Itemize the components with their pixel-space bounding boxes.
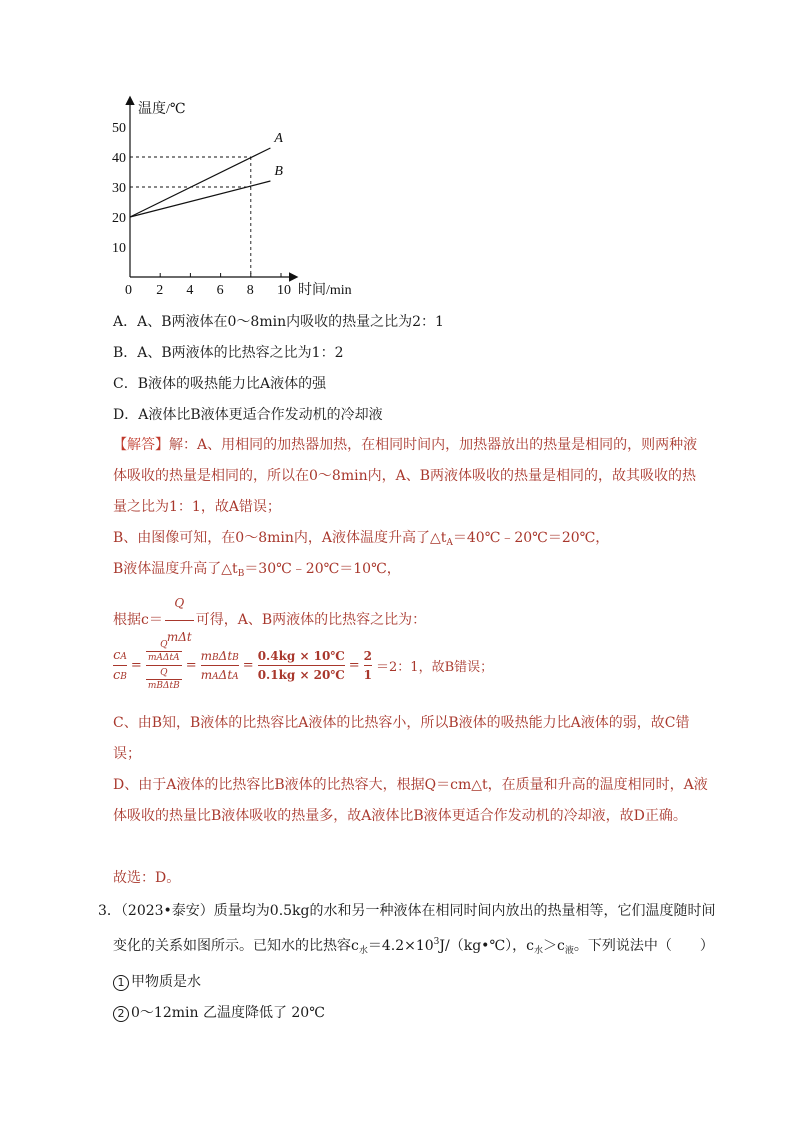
eq-ma: m xyxy=(200,667,213,682)
eq-compound xyxy=(146,640,182,691)
answer-paragraph-a xyxy=(113,430,708,523)
eq-ma-top: m xyxy=(147,652,157,663)
eq-mass-temp xyxy=(201,649,239,682)
eq-dta-top-sub: A xyxy=(173,652,180,663)
question-3 xyxy=(98,896,716,1029)
ratio-equation: $\frac{cA}{cB}$ = $\frac{Q}{\text{mAΔtA}}$ $\frac{Q}{\text{mBΔtB}}$ = mBΔtB mAΔtA = $\frac{0.4kg \times 10℃}{0.1kg \times 20℃}$ = $\frac{2}{1}$ ＝2：1，故B错误； xyxy=(113,639,494,691)
answer-b2-text: B液体温度升高了△t xyxy=(113,561,238,577)
eq-lhs-den-sub: B xyxy=(120,671,127,682)
eq-dtb: Δt xyxy=(218,648,233,663)
option-d: D．A液体比B液体更适合作发动机的冷却液 xyxy=(113,407,383,423)
option-b: B．A、B两液体的比热容之比为1：2 xyxy=(113,345,344,361)
answer-b1-sub: A xyxy=(446,538,453,548)
option-c: C．B液体的吸热能力比A液体的强 xyxy=(113,376,327,392)
eq-mb: m xyxy=(200,648,213,663)
eq-ratio xyxy=(364,649,372,682)
answer-b2-sub: B xyxy=(237,569,245,579)
answer-b3-text: 根据c＝ xyxy=(113,612,163,628)
q3-item-2 xyxy=(98,998,708,1029)
eq-lhs-num-sub: A xyxy=(120,651,127,662)
q3-l2-pre: 变化的关系如图所示。已知水的比热容c xyxy=(113,938,359,954)
eq-dta: Δt xyxy=(218,667,233,682)
option-a: A．A、B两液体在0～8min内吸收的热量之比为2：1 xyxy=(113,314,444,330)
y-tick-label: 20 xyxy=(112,211,126,226)
q3-l2-mid3: ＞c xyxy=(542,938,565,954)
eq-mb-bot: m xyxy=(147,680,157,691)
x-tick-label: 8 xyxy=(246,283,254,298)
eq-ratio-den: 1 xyxy=(363,667,373,682)
eq-q-top: Q xyxy=(146,640,182,652)
eq-ma-top-sub: A xyxy=(156,652,163,663)
eq-dtb-sub: B xyxy=(232,652,239,663)
eq-lhs xyxy=(113,648,127,683)
q3-l2-sub2: 水 xyxy=(533,946,543,956)
origin-label: 0 xyxy=(125,283,132,298)
temperature-time-chart xyxy=(100,92,352,302)
eq-dta-sub: A xyxy=(232,671,239,682)
q3-l2-sub3: 液 xyxy=(564,946,574,956)
q3-l2-post: 。下列说法中（ ） xyxy=(573,938,714,954)
answer-b3-post: 可得，A、B两液体的比热容之比为： xyxy=(195,612,427,628)
eq-lhs-num: c xyxy=(113,647,121,663)
answer-paragraph-d: D、由于A液体的比热容比B液体的比热容大，根据Q＝cm△t，在质量和升高的温度相同时，A液体吸收的热量比B液体吸收的热量多，故A液体比B液体更适合作发动机的冷却液，故D正确。 xyxy=(113,777,708,824)
formula-den: mΔt xyxy=(166,630,192,644)
eq-ratio-num: 2 xyxy=(364,649,372,666)
answer-conclusion: 故选：D。 xyxy=(113,870,181,886)
q3-l2-sup: 3 xyxy=(433,937,440,947)
q3-l2-sub1: 水 xyxy=(358,946,368,956)
eq-mb-sub: B xyxy=(212,652,219,663)
x-tick-label: 4 xyxy=(186,283,194,298)
answer-text-a: 解：A、用相同的加热器加热，在相同时间内，加热器放出的热量是相同的，则两种液体吸收的热量是相同的，所以在0～8min内，A、B两液体吸收的热量是相同的，故其吸收的热量之比为1：1，故A错误； xyxy=(113,437,698,515)
q3-item-1-num: 1 xyxy=(113,975,129,991)
q3-item-2-text: 0～12min 乙温度降低了 20℃ xyxy=(131,1005,325,1021)
eq-dta-top: Δt xyxy=(162,652,174,663)
x-axis-label: 时间/min xyxy=(298,283,352,298)
answer-paragraph-b2 xyxy=(113,554,708,590)
x-tick-label: 10 xyxy=(277,283,291,298)
series-line-b xyxy=(130,181,270,217)
eq-num-val: 0.4kg × 10℃ xyxy=(258,649,345,666)
answer-tag: 【解答】 xyxy=(113,437,169,453)
formula-num: Q xyxy=(165,588,194,621)
eq-values xyxy=(258,649,345,682)
eq-lhs-den: c xyxy=(113,667,121,683)
eq-q-bot: Q xyxy=(146,668,182,680)
y-tick-label: 50 xyxy=(112,121,126,136)
y-tick-label: 10 xyxy=(112,241,126,256)
eq-mb-bot-sub: B xyxy=(156,680,163,691)
q3-line2 xyxy=(98,927,714,967)
q3-line1: 3．（2023•泰安）质量均为0.5kg的水和另一种液体在相同时间内放出的热量相等，它们温度随时间 xyxy=(98,903,716,919)
x-tick-label: 2 xyxy=(156,283,164,298)
q3-item-2-num: 2 xyxy=(113,1006,129,1022)
eq-dtb-bot-sub: B xyxy=(173,680,180,691)
q3-item-1-text: 甲物质是水 xyxy=(131,974,201,990)
series-line-a xyxy=(130,148,270,217)
q3-l2-mid2: J/（kg•℃），c xyxy=(439,938,534,954)
series-label-a: A xyxy=(274,131,283,146)
series-label-b: B xyxy=(274,164,283,179)
answer-b1-text: B、由图像可知，在0～8min内，A液体温度升高了△t xyxy=(113,530,447,546)
answer-paragraph-c: C、由B知，B液体的比热容比A液体的比热容小，所以B液体的吸热能力比A液体的弱，故C错误； xyxy=(113,715,690,762)
x-tick-label: 6 xyxy=(216,283,224,298)
y-axis-label: 温度/℃ xyxy=(138,102,186,117)
q3-item-1 xyxy=(98,967,708,998)
q3-l2-mid: ＝4.2×10 xyxy=(367,938,434,954)
eq-tail: ＝2：1，故B错误； xyxy=(376,659,494,675)
answer-b2-post: ＝30℃﹣20℃＝10℃， xyxy=(244,561,401,577)
eq-den-val: 0.1kg × 20℃ xyxy=(257,667,345,682)
eq-ma-sub: A xyxy=(212,671,219,682)
y-tick-label: 40 xyxy=(112,151,126,166)
answer-b1-post: ＝40℃﹣20℃＝20℃， xyxy=(452,530,610,546)
y-tick-label: 30 xyxy=(112,181,126,196)
eq-dtb-bot: Δt xyxy=(162,680,174,691)
